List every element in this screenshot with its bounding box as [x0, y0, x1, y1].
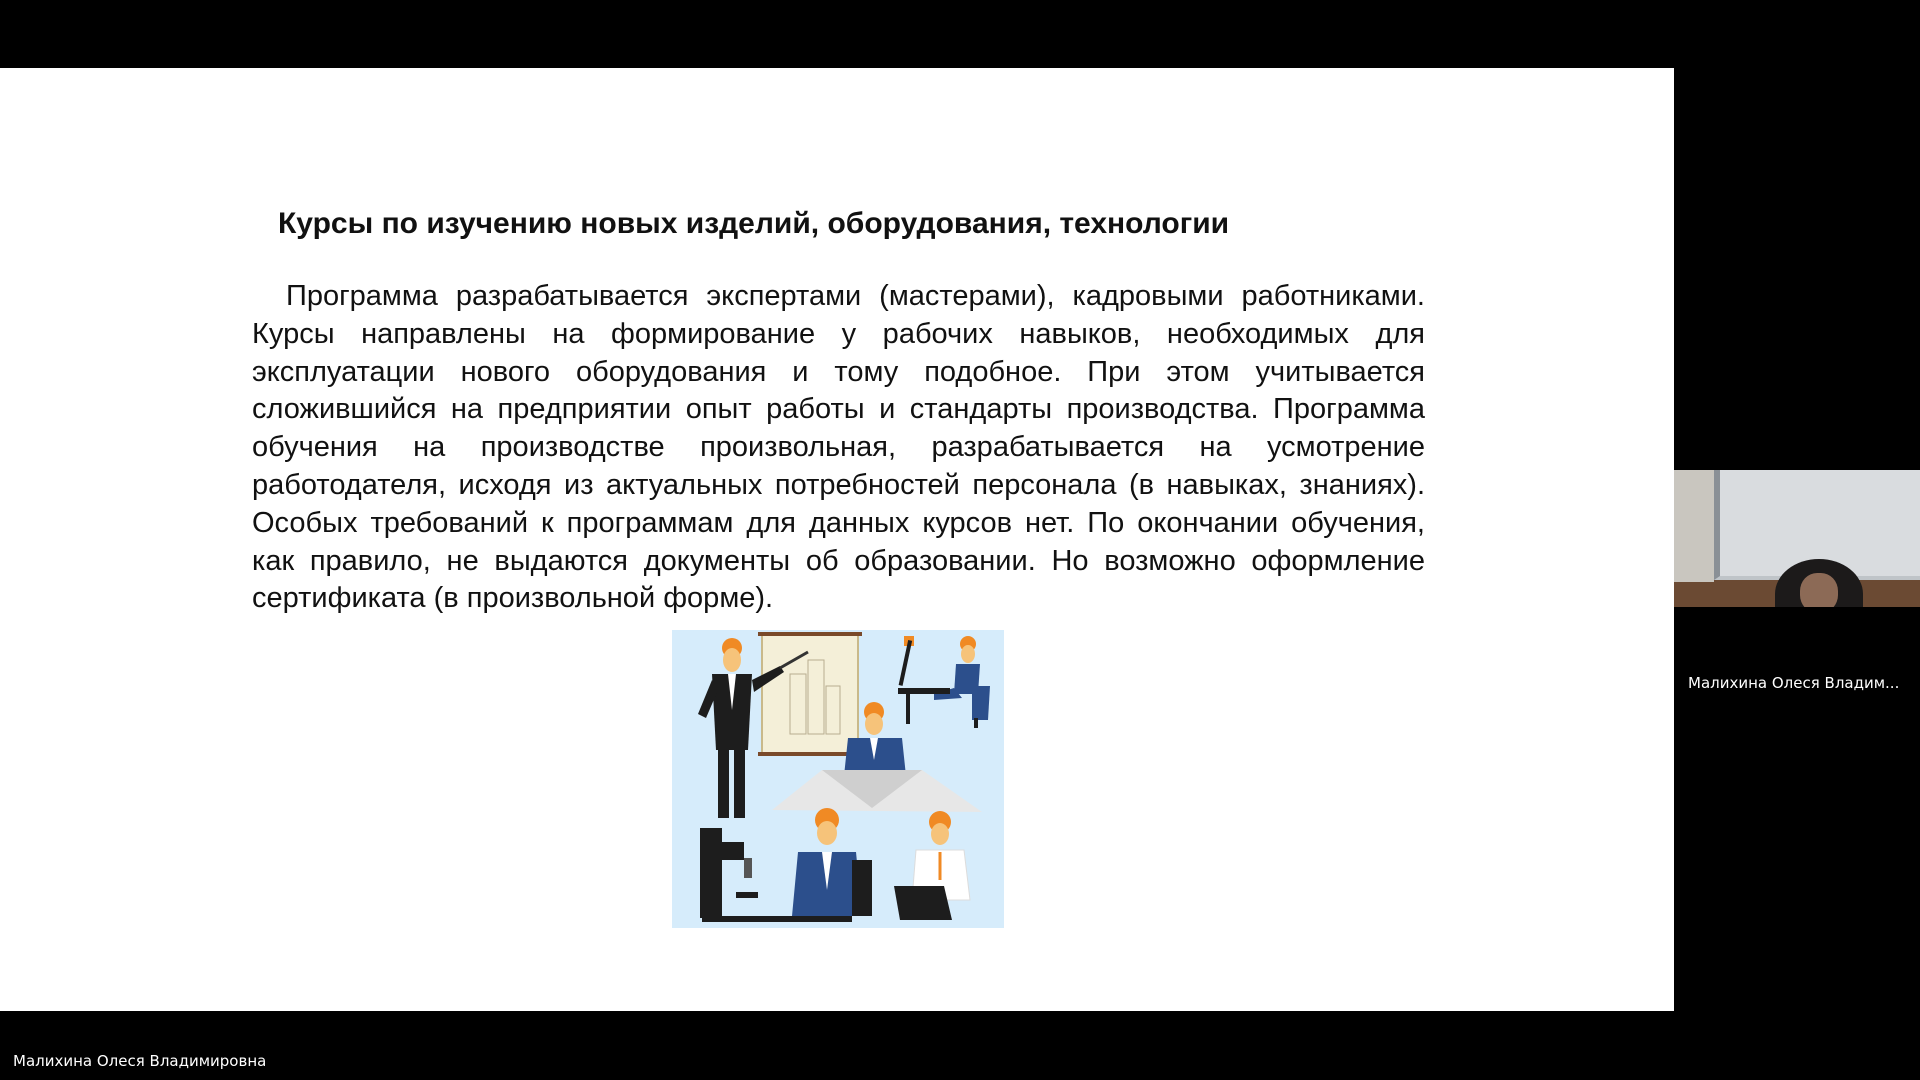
participant-name-label: Малихина Олеся Владим... [1688, 674, 1900, 692]
participant-video-tile[interactable] [1674, 470, 1920, 607]
slide-title: Курсы по изучению новых изделий, оборудования, технологии [278, 207, 1230, 240]
workers-training-illustration [672, 630, 1004, 928]
video-background-wall [1674, 470, 1714, 582]
slide-body-text: Программа разрабатывается экспертами (мастерами), кадровыми работниками. Курсы направлены на формирование у рабочих навыков, необходимых для эксплуатации нового оборудования и тому подобное. При этом учитывается сложившийся на предприятии опыт работы и стандарты производства. Программа обучения на производстве произвольная, разрабатывается на усмотрение работодателя, исходя из актуальных потребностей персонала (в навыках, знаниях). Особых требований к программам для данных курсов нет. По окончании обучения, как правило, не выдаются документы об образовании. Но возможно оформление сертификата (в произвольной форме). [252, 280, 1425, 615]
participant-face [1800, 573, 1838, 607]
shared-slide [0, 68, 1674, 1011]
active-speaker-name: Малихина Олеся Владимировна [13, 1052, 267, 1070]
